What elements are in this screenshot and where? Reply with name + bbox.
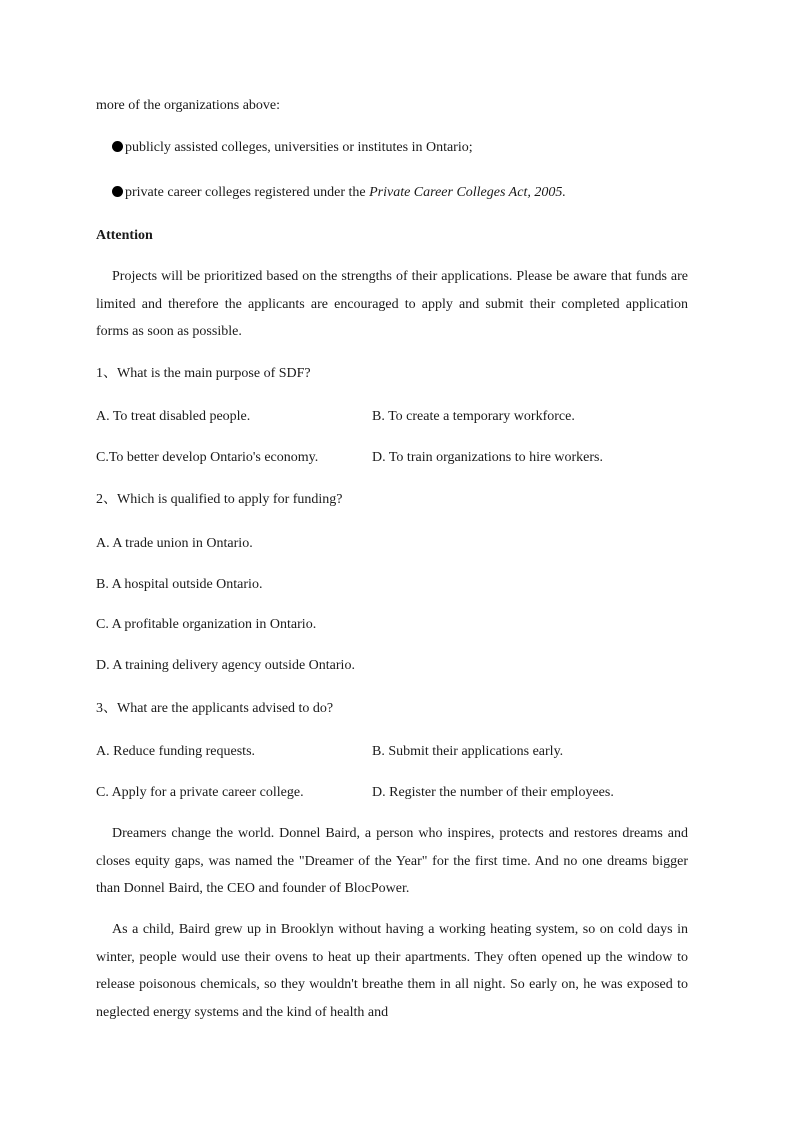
question-2-option-d: D. A training delivery agency outside Ontario.: [96, 658, 355, 673]
act-title: Private Career Colleges Act, 2005.: [369, 185, 566, 200]
question-3-stem: 3、What are the applicants advised to do?: [96, 701, 334, 716]
question-2-option-a: A. A trade union in Ontario.: [96, 536, 253, 551]
question-2-stem: 2、Which is qualified to apply for funding?: [96, 492, 343, 507]
attention-paragraph: [96, 263, 688, 346]
passage-text-2: As a child, Baird grew up in Brooklyn without having a working heating system, so on cold days in winter, people would use their ovens to heat up their apartments. They often opened up the window to release poisonous chemicals, so they wouldn't breathe them in all night. So early on, he was exposed to neglected energy systems and the kind of health and: [96, 922, 688, 1020]
question-3-option-d: D. Register the number of their employees.: [372, 785, 614, 800]
bullet-icon: [112, 141, 123, 152]
question-1-option-c: C.To better develop Ontario's economy.: [96, 450, 319, 465]
question-3-option-b: B. Submit their applications early.: [372, 744, 564, 759]
question-1-option-b: B. To create a temporary workforce.: [372, 409, 575, 424]
bullet-icon: [112, 186, 123, 197]
bullet-item-colleges: [112, 139, 473, 157]
question-2-option-b: B. A hospital outside Ontario.: [96, 577, 263, 592]
passage-paragraph-2: [96, 916, 688, 1026]
question-3-option-c: C. Apply for a private career college.: [96, 785, 304, 800]
question-2-option-c: C. A profitable organization in Ontario.: [96, 617, 317, 632]
question-3-option-a: A. Reduce funding requests.: [96, 744, 256, 759]
question-1-option-d: D. To train organizations to hire workers.: [372, 450, 604, 465]
bullet-text: publicly assisted colleges, universities or institutes in Ontario;: [125, 140, 473, 155]
passage-paragraph-1: [96, 820, 688, 903]
attention-heading: Attention: [96, 228, 153, 243]
question-1-option-a: A. To treat disabled people.: [96, 409, 251, 424]
passage-text-1: Dreamers change the world. Donnel Baird, a person who inspires, protects and restores dreams and closes equity gaps, was named the "Dreamer of the Year" for the first time. And no one dreams bigger than Donnel Baird, the CEO and founder of BlocPower.: [96, 826, 688, 896]
intro-continuation: more of the organizations above:: [96, 98, 281, 113]
attention-text: Projects will be prioritized based on the strengths of their applications. Please be aware that funds are limited and therefore the applicants are encouraged to apply and submit their completed application forms as soon as possible.: [96, 269, 688, 339]
bullet-text: private career colleges registered under the: [125, 185, 370, 200]
bullet-item-private-colleges: [112, 184, 566, 202]
question-1-stem: 1、What is the main purpose of SDF?: [96, 366, 311, 381]
